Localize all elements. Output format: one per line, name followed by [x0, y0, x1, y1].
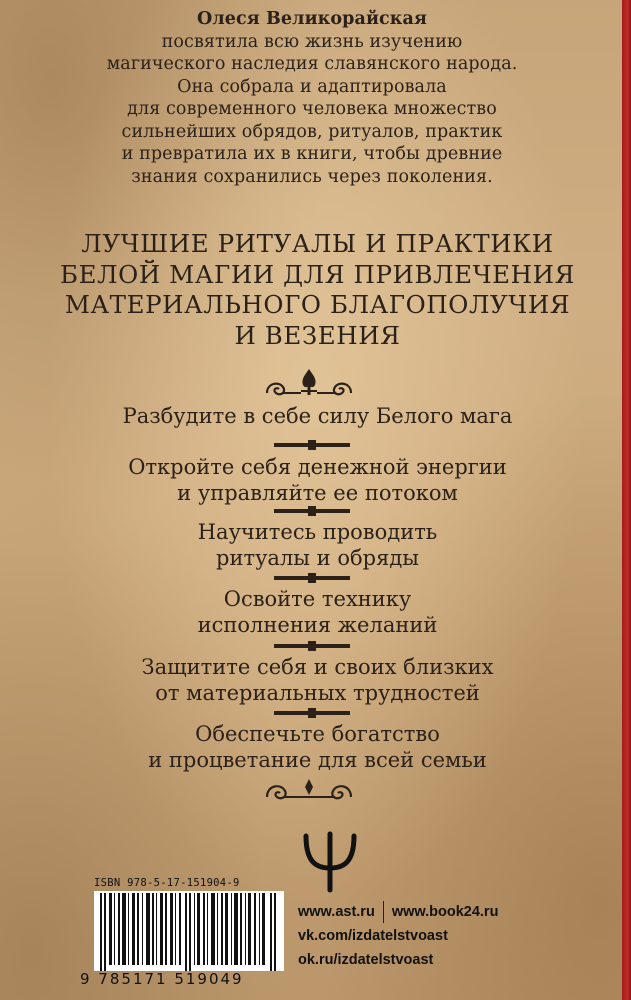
isbn-barcode: [80, 877, 284, 991]
benefit-item: [40, 404, 595, 430]
link-divider: [383, 901, 384, 923]
benefit-line: Освойте технику: [223, 587, 412, 611]
benefit-line: от материальных трудностей: [155, 680, 480, 705]
about-line: для современного человека множество: [127, 99, 497, 119]
benefit-line: Откройте себя денежной энергии: [128, 455, 507, 479]
headline-line: БЕЛОЙ МАГИИ ДЛЯ ПРИВЛЕЧЕНИЯ: [60, 259, 575, 289]
publisher-links: [298, 900, 548, 972]
psi-symbol-icon: [300, 828, 360, 894]
benefit-line: и процветание для всей семьи: [148, 747, 487, 772]
about-line: знания сохранились через поколения.: [131, 166, 493, 187]
scroll-ornament-icon: [261, 773, 357, 803]
about-line: сильнейших обрядов, ритуалов, практик: [121, 121, 503, 142]
benefit-line: Защитите себя и своих близких: [141, 655, 494, 679]
link-ast[interactable]: www.ast.ru: [298, 904, 375, 920]
benefit-line: Обеспечьте богатство: [195, 722, 440, 746]
headline-line: МАТЕРИАЛЬНОГО БЛАГОПОЛУЧИЯ: [64, 290, 571, 319]
benefit-line: Научитесь проводить: [197, 520, 438, 544]
benefit-item: [40, 722, 595, 773]
headline: [40, 229, 595, 351]
benefit-line: и управляйте ее потоком: [177, 480, 458, 505]
separator-ornament-icon: [264, 505, 360, 517]
about-line: и превратила их в книги, чтобы древние: [121, 144, 503, 164]
link-book24[interactable]: www.book24.ru: [391, 904, 499, 920]
red-spine-edge: [622, 0, 631, 1000]
isbn-label: ISBN 978-5-17-151904-9: [94, 877, 240, 889]
site-links-row: [298, 900, 548, 924]
author-name: Олеся Великорайская: [197, 9, 427, 29]
about-line: посвятила всю жизнь изучению: [161, 31, 463, 52]
link-vk[interactable]: vk.com/izdatelstvoast: [298, 928, 448, 944]
link-ok[interactable]: ok.ru/izdatelstvoast: [298, 952, 434, 968]
benefit-item: [40, 520, 595, 571]
separator-ornament-icon: [264, 572, 360, 584]
about-line: Она собрала и адаптировала: [177, 76, 447, 97]
headline-line: ЛУЧШИЕ РИТУАЛЫ И ПРАКТИКИ: [81, 229, 554, 258]
author-about-block: [52, 8, 572, 188]
benefit-line: ритуалы и обряды: [216, 545, 419, 570]
about-line: магического наследия славянского народа.: [106, 54, 518, 74]
barcode-bars: [94, 891, 284, 971]
separator-ornament-icon: [264, 439, 360, 451]
benefit-item: [40, 655, 595, 706]
fleur-de-lis-ornament-icon: [261, 365, 357, 399]
separator-ornament-icon: [264, 707, 360, 719]
benefit-item: [40, 455, 595, 506]
barcode-digits: 9 785171 519049: [80, 970, 244, 988]
benefit-line: Разбудите в себе силу Белого мага: [122, 404, 513, 428]
benefit-line: исполнения желаний: [197, 612, 438, 637]
separator-ornament-icon: [264, 640, 360, 652]
headline-line: И ВЕЗЕНИЯ: [234, 320, 401, 350]
benefit-item: [40, 587, 595, 638]
